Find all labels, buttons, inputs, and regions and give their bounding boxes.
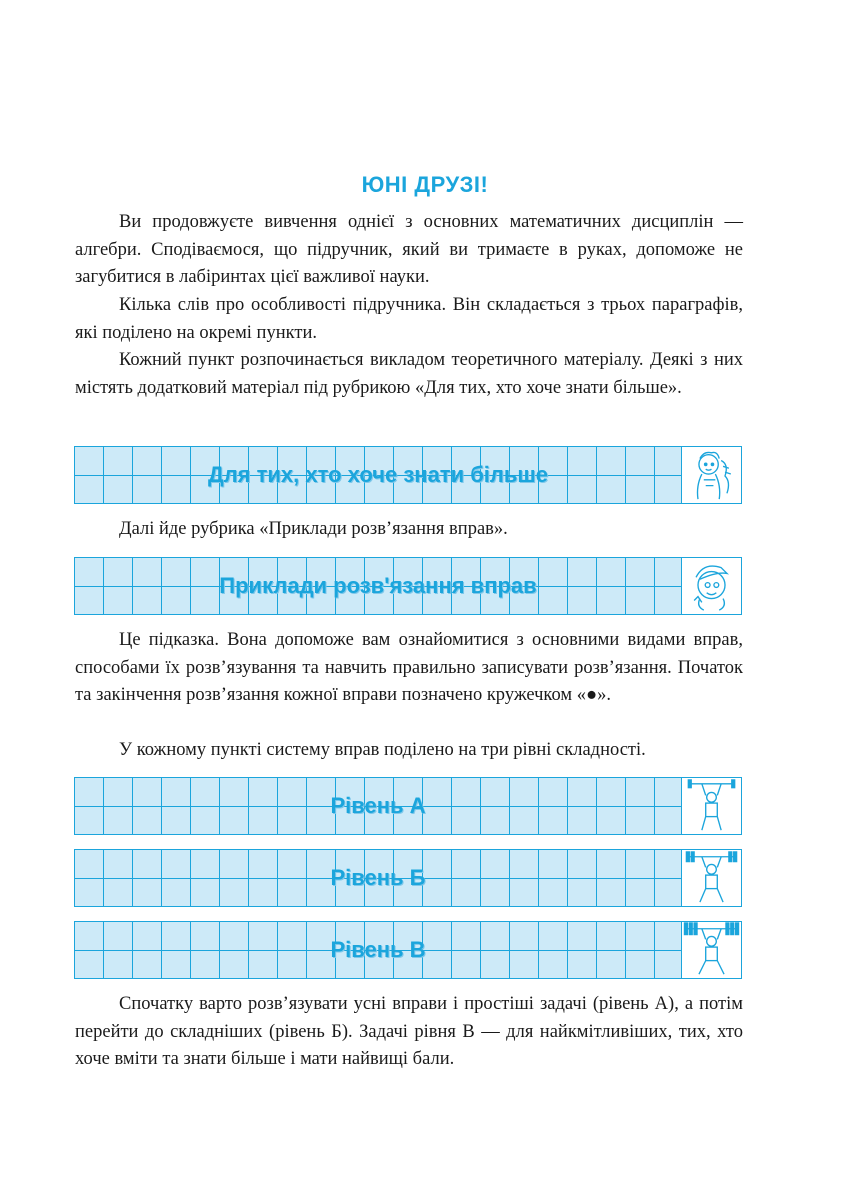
kid-with-cap-icon <box>681 558 741 614</box>
banner-label: Рівень Б <box>330 865 426 890</box>
weightlifter-medium-icon <box>681 850 741 906</box>
weightlifter-light-icon <box>681 778 741 834</box>
closing-paragraph: Спочатку варто розв’язувати усні вправи і простіші задачі (рівень А), а потім перейти до складніших (рівень Б). Задачі рівня В — для найкмітливіших, тих, хто хоче вміти та знати більше і мати найвищі бали. <box>75 994 743 1069</box>
hint-paragraph: Це підказка. Вона допоможе вам ознайомитися з основними видами вправ, способами їх розв’язування та навчить правильно записувати розв’язання. Початок та закінчення розв’язання кожної вправи позначено кружечком «●». <box>75 630 743 705</box>
banner-label: Приклади розв'язання вправ <box>219 573 537 598</box>
intro-paragraph: Ви продовжуєте вивчення однієї з основних математичних дисциплін — алгебри. Сподіваємося, що підручник, який ви тримаєте в руках, допоможе не загубитися в лабіринтах цієї важливої науки. <box>75 212 743 287</box>
banner-level-a <box>74 777 742 835</box>
theory-paragraph: Кожний пункт розпочинається викладом теоретичного матеріалу. Деякі з них містять додатковий матеріал під рубрикою «Для тих, хто хоче знати більше». <box>75 350 743 398</box>
examples-intro-paragraph: Далі йде рубрика «Приклади розв’язання вправ». <box>119 519 508 539</box>
banner-examples <box>74 557 742 615</box>
banner-label: Для тих, хто хоче знати більше <box>208 462 548 487</box>
thinking-kid-icon <box>681 447 741 503</box>
page-title: ЮНІ ДРУЗІ! <box>361 172 489 197</box>
banner-label: Рівень В <box>330 937 426 962</box>
banner-level-b <box>74 849 742 907</box>
banner-level-v <box>74 921 742 979</box>
banner-more-knowledge <box>74 446 742 504</box>
weightlifter-heavy-icon <box>681 922 741 978</box>
structure-paragraph: Кілька слів про особливості підручника. Він складається з трьох параграфів, які поділено на окремі пункти. <box>75 295 743 343</box>
banner-label: Рівень А <box>330 793 426 818</box>
levels-intro-paragraph: У кожному пункті систему вправ поділено на три рівні складності. <box>119 740 646 760</box>
